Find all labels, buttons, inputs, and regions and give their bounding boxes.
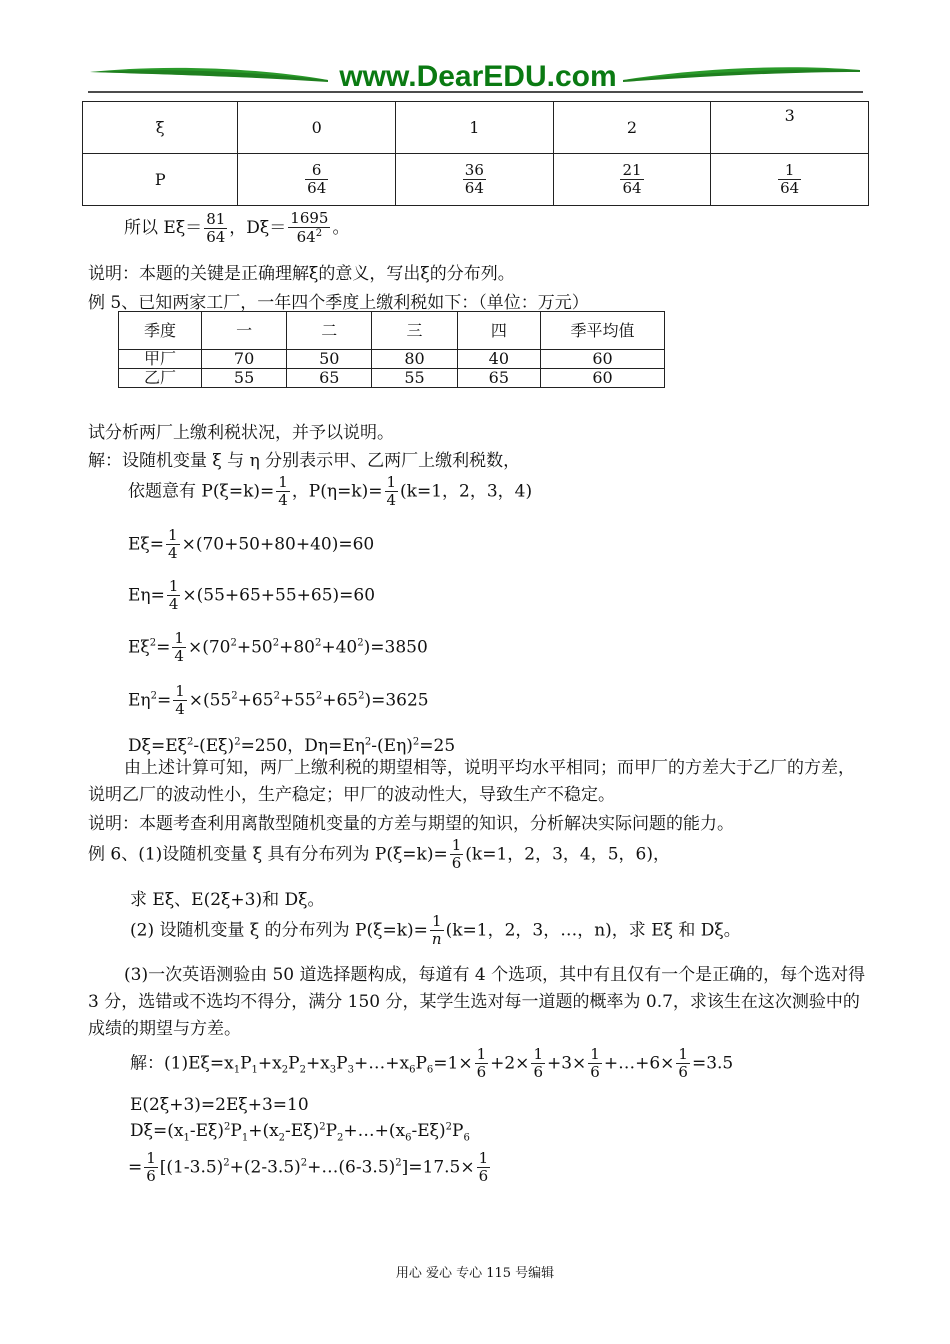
solution-line: $D\xi=(x_1-E\xi)^2P_1+(x_2-E\xi)^2P_2+\dots+(x_6-E\xi)^2P_6$ bbox=[130, 1121, 470, 1144]
table-cell bbox=[711, 154, 869, 206]
table-cell: 四 bbox=[457, 312, 540, 350]
table-cell: 65 bbox=[457, 369, 540, 388]
table-cell: 2 bbox=[553, 102, 711, 154]
formula-line: 依题意有 P(ξ=k)= $\frac{1}{4}$ ，P(η=k)= $\frac{1}{4}$ (k=1，2，3，4) bbox=[128, 473, 533, 510]
table-cell: 80 bbox=[372, 350, 457, 369]
page-footer: 用心 爱心 专心 115 号编辑 bbox=[395, 1266, 555, 1281]
table-cell: 50 bbox=[287, 350, 372, 369]
formula-line: $E\eta^2=$ $\frac{1}{4}$ $\times(55^2+65^2+55^2+65^2)=3625$ bbox=[128, 682, 429, 719]
table-cell: 乙厂 bbox=[119, 369, 202, 388]
example-6-part-1: 例 6、(1)设随机变量 ξ 具有分布列为 P(ξ=k)= $\frac{1}{6}$ (k=1，2，3，4，5，6)， bbox=[88, 836, 670, 873]
fraction: $\frac{21}{64}$ bbox=[622, 160, 642, 197]
example-6-part-3: (3)一次英语测验由 50 道选择题构成，每道有 4 个选项，其中有且仅有一个是正确的，每个选对得 3 分，选错或不选均不得分，满分 150 分，某学生选对每一道题的概率为 0.7，求该生在这次测验中的成绩的期望与方差。 bbox=[88, 965, 866, 1039]
solution-line: E(2ξ+3)=2Eξ+3=10 bbox=[130, 1095, 309, 1115]
table-cell: 40 bbox=[457, 350, 540, 369]
table-cell: 60 bbox=[541, 350, 665, 369]
table-cell bbox=[238, 154, 396, 206]
example-5-title: 例 5、已知两家工厂，一年四个季度上缴利税如下：（单位：万元） bbox=[88, 293, 589, 313]
table-cell bbox=[396, 154, 554, 206]
table-cell: 55 bbox=[372, 369, 457, 388]
table-cell: ξ bbox=[83, 102, 238, 154]
table-cell: 三 bbox=[372, 312, 457, 350]
table-cell: 季度 bbox=[119, 312, 202, 350]
site-logo[interactable]: www.DearEDU.com bbox=[339, 60, 617, 93]
table-cell: 3 bbox=[711, 102, 869, 154]
fraction: $\frac{36}{64}$ bbox=[464, 160, 484, 197]
solution-line: 解：$(1)E\xi=x_1P_1+x_2P_2+x_3P_3+\dots+x_6P_6=1\times$ $\frac{1}{6}$ +2× $\frac{1}{6}$ +3× $\frac{1}{6}$ +…+6× $\frac{1}{6}$ =3.5 bbox=[130, 1045, 734, 1082]
table-cell: 季平均值 bbox=[541, 312, 665, 350]
table-cell: 60 bbox=[541, 369, 665, 388]
table-cell: 甲厂 bbox=[119, 350, 202, 369]
example-5-question: 试分析两厂上缴利税状况，并予以说明。 bbox=[88, 423, 394, 443]
solution-line: = $\frac{1}{6}$ $[(1-3.5)^2+(2-3.5)^2+\dots(6-3.5)^2]=17.5\times$ $\frac{1}{6}$ bbox=[128, 1149, 489, 1186]
example-5-solution: 解：设随机变量 ξ 与 η 分别表示甲、乙两厂上缴利税数， bbox=[88, 451, 521, 471]
fraction: $\frac{6}{64}$ bbox=[307, 160, 327, 197]
distribution-table bbox=[82, 101, 869, 206]
formula-line: $D\xi=E\xi^2-(E\xi)^2=250$，$D\eta=E\eta^2-(E\eta)^2=25$ bbox=[128, 736, 456, 756]
formula-line: Eη= $\frac{1}{4}$ ×(55+65+55+65)=60 bbox=[128, 577, 376, 614]
note-1: 说明：本题的关键是正确理解ξ的意义，写出ξ的分布列。 bbox=[88, 264, 515, 284]
table-cell: P bbox=[83, 154, 238, 206]
table-cell: 70 bbox=[201, 350, 286, 369]
tax-table bbox=[118, 311, 665, 388]
example-6-part-2: (2) 设随机变量 ξ 的分布列为 P(ξ=k)= $\frac{1}{n}$ (k=1，2，3，…，n)，求 Eξ 和 Dξ。 bbox=[130, 912, 741, 949]
fraction: $\frac{1}{64}$ bbox=[780, 160, 800, 197]
formula-line: $E\xi^2=$ $\frac{1}{4}$ $\times(70^2+50^2+80^2+40^2)=3850$ bbox=[128, 629, 428, 666]
table-cell: 65 bbox=[287, 369, 372, 388]
table-cell bbox=[553, 154, 711, 206]
table-cell: 0 bbox=[238, 102, 396, 154]
table-cell: 1 bbox=[396, 102, 554, 154]
formula-line: Eξ= $\frac{1}{4}$ ×(70+50+80+40)=60 bbox=[128, 526, 375, 563]
example-6-part-1b: 求 Eξ、E(2ξ+3)和 Dξ。 bbox=[130, 890, 325, 910]
expectation-line: 所以 Eξ＝ $\frac{81}{64}$ ，Dξ＝ $\frac{1695}{64^2}$ 。 bbox=[124, 209, 350, 247]
table-cell: 55 bbox=[201, 369, 286, 388]
header-banner bbox=[88, 58, 863, 96]
note-2: 说明：本题考查利用离散型随机变量的方差与期望的知识，分析解决实际问题的能力。 bbox=[88, 814, 734, 834]
table-cell: 一 bbox=[201, 312, 286, 350]
conclusion-paragraph: 由上述计算可知，两厂上缴利税的期望相等，说明平均水平相同；而甲厂的方差大于乙厂的方差，说明乙厂的波动性小，生产稳定；甲厂的波动性大，导致生产不稳定。 bbox=[88, 758, 855, 805]
table-cell: 二 bbox=[287, 312, 372, 350]
